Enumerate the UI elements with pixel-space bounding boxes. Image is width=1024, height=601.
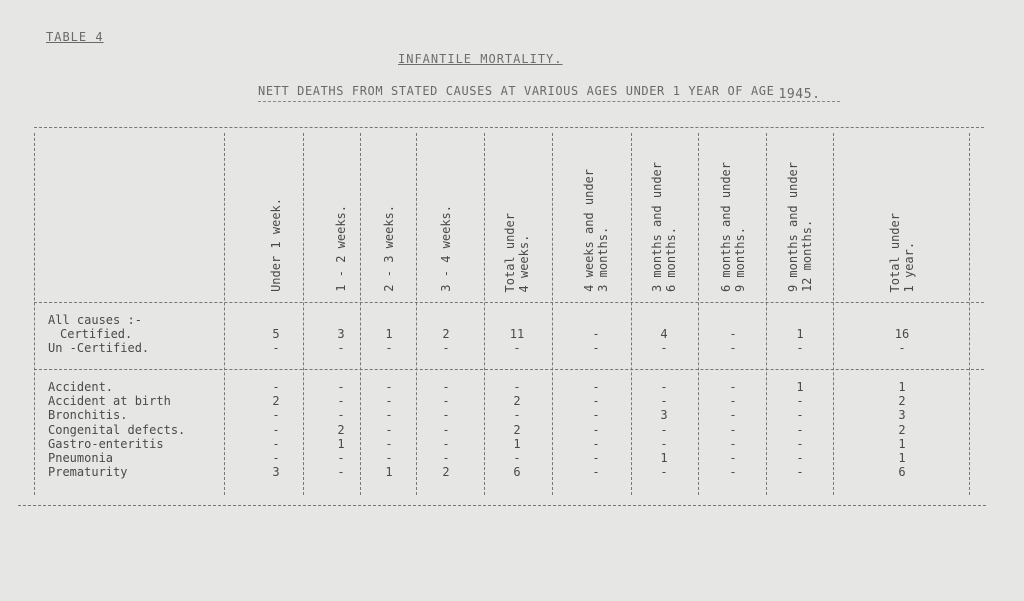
- table-cell: 1: [337, 437, 345, 451]
- table-cell: 1: [513, 437, 521, 451]
- table-cell: -: [796, 408, 804, 422]
- table-cell: -: [272, 423, 280, 437]
- table-cell: 1: [385, 327, 393, 341]
- column-divider: [303, 133, 304, 495]
- column-header-6: 4 weeks and under 3 months.: [582, 169, 610, 292]
- table-cell: -: [385, 394, 393, 408]
- table-cell: -: [385, 341, 393, 355]
- table-cell: -: [272, 341, 280, 355]
- table-top-rule: [34, 127, 984, 128]
- table-cell: -: [442, 451, 450, 465]
- table-cell: 1: [898, 451, 906, 465]
- table-cell: -: [592, 380, 600, 394]
- table-cell: 3: [898, 408, 906, 422]
- table-cell: -: [796, 423, 804, 437]
- table-cell: -: [729, 465, 737, 479]
- table-cell: -: [796, 394, 804, 408]
- column-header-7: 3 months and under 6 months.: [650, 161, 678, 292]
- table-bottom-rule: [18, 505, 986, 506]
- section-rule: [34, 369, 984, 370]
- header-bottom-rule: [34, 302, 984, 303]
- subtitle-rule: [258, 101, 840, 102]
- table-cell: -: [660, 465, 668, 479]
- table-cell: -: [660, 423, 668, 437]
- table-cell: -: [513, 451, 521, 465]
- table-cell: -: [660, 437, 668, 451]
- table-cell: 4: [660, 327, 668, 341]
- table-cell: -: [442, 437, 450, 451]
- column-divider: [416, 133, 417, 495]
- table-cell: -: [729, 380, 737, 394]
- table-cell: 5: [272, 327, 280, 341]
- table-cell: -: [592, 341, 600, 355]
- table-cell: -: [337, 341, 345, 355]
- document-title: INFANTILE MORTALITY.: [398, 52, 563, 66]
- table-cell: 3: [660, 408, 668, 422]
- table-cell: -: [592, 465, 600, 479]
- table-cell: -: [385, 451, 393, 465]
- table-cell: 2: [898, 423, 906, 437]
- table-cell: -: [729, 451, 737, 465]
- table-cell: -: [796, 341, 804, 355]
- table-cell: -: [660, 380, 668, 394]
- table-cell: -: [385, 380, 393, 394]
- table-cell: 6: [898, 465, 906, 479]
- row-label-5: Bronchitis.: [48, 408, 128, 422]
- table-cell: 11: [509, 327, 525, 341]
- column-divider: [34, 133, 35, 495]
- column-header-1: Under 1 week.: [269, 198, 283, 292]
- column-divider: [224, 133, 225, 495]
- subtitle-year: 1945.: [778, 87, 821, 102]
- table-cell: -: [442, 423, 450, 437]
- table-cell: -: [729, 341, 737, 355]
- column-divider: [833, 133, 834, 495]
- table-cell: 2: [442, 327, 450, 341]
- column-header-9: 9 months and under 12 months.: [786, 161, 814, 292]
- table-cell: 2: [272, 394, 280, 408]
- table-cell: 1: [385, 465, 393, 479]
- table-cell: -: [796, 451, 804, 465]
- table-cell: -: [796, 437, 804, 451]
- row-label-7: Gastro-enteritis: [48, 437, 164, 451]
- table-cell: 1: [898, 437, 906, 451]
- table-cell: 2: [337, 423, 345, 437]
- table-cell: 2: [898, 394, 906, 408]
- page-label: TABLE 4: [46, 30, 104, 44]
- table-cell: -: [337, 465, 345, 479]
- table-cell: -: [592, 408, 600, 422]
- table-cell: 3: [337, 327, 345, 341]
- table-cell: 3: [272, 465, 280, 479]
- table-cell: -: [796, 465, 804, 479]
- table-cell: -: [592, 437, 600, 451]
- table-cell: -: [513, 380, 521, 394]
- document-subtitle: [258, 84, 821, 102]
- column-divider: [484, 133, 485, 495]
- row-label-6: Congenital defects.: [48, 423, 186, 437]
- row-label-2: Un -Certified.: [48, 341, 150, 355]
- row-label-1: Certified.: [60, 327, 133, 341]
- table-cell: 2: [513, 423, 521, 437]
- column-divider: [969, 133, 970, 495]
- table-cell: 1: [796, 380, 804, 394]
- table-cell: -: [729, 408, 737, 422]
- table-cell: -: [592, 423, 600, 437]
- table-cell: -: [729, 394, 737, 408]
- column-header-4: 3 - 4 weeks.: [439, 205, 453, 292]
- table-cell: -: [729, 327, 737, 341]
- table-cell: -: [272, 451, 280, 465]
- row-label-8: Pneumonia: [48, 451, 114, 465]
- table-cell: -: [385, 423, 393, 437]
- table-cell: -: [898, 341, 906, 355]
- table-cell: -: [442, 380, 450, 394]
- table-cell: -: [385, 437, 393, 451]
- table-cell: 6: [513, 465, 521, 479]
- table-cell: -: [729, 423, 737, 437]
- column-divider: [698, 133, 699, 495]
- table-cell: -: [385, 408, 393, 422]
- group-heading: All causes :-: [48, 313, 142, 327]
- table-cell: -: [337, 451, 345, 465]
- table-cell: 16: [894, 327, 910, 341]
- column-header-2: 1 - 2 weeks.: [334, 205, 348, 292]
- table-cell: -: [513, 408, 521, 422]
- table-cell: -: [337, 394, 345, 408]
- table-cell: -: [442, 341, 450, 355]
- table-cell: -: [272, 437, 280, 451]
- column-divider: [552, 133, 553, 495]
- column-header-8: 6 months and under 9 months.: [719, 161, 747, 292]
- table-cell: -: [729, 437, 737, 451]
- table-cell: -: [660, 394, 668, 408]
- table-cell: -: [442, 394, 450, 408]
- table-cell: -: [337, 408, 345, 422]
- table-cell: -: [592, 327, 600, 341]
- column-divider: [631, 133, 632, 495]
- row-label-4: Accident at birth: [48, 394, 171, 408]
- table-cell: -: [442, 408, 450, 422]
- table-cell: -: [660, 341, 668, 355]
- table-cell: -: [272, 380, 280, 394]
- column-divider: [766, 133, 767, 495]
- table-cell: -: [592, 394, 600, 408]
- table-cell: 1: [660, 451, 668, 465]
- table-cell: 1: [898, 380, 906, 394]
- row-label-9: Prematurity: [48, 465, 128, 479]
- column-header-3: 2 - 3 weeks.: [382, 205, 396, 292]
- table-cell: 2: [513, 394, 521, 408]
- table-cell: 1: [796, 327, 804, 341]
- column-header-10: Total under 1 year.: [888, 212, 916, 292]
- table-cell: -: [272, 408, 280, 422]
- row-label-3: Accident.: [48, 380, 114, 394]
- table-cell: 2: [442, 465, 450, 479]
- column-header-5: Total under 4 weeks.: [503, 212, 531, 292]
- table-cell: -: [513, 341, 521, 355]
- table-cell: -: [337, 380, 345, 394]
- subtitle-text: NETT DEATHS FROM STATED CAUSES AT VARIOUS AGES UNDER 1 YEAR OF AGE: [258, 84, 775, 98]
- table-cell: -: [592, 451, 600, 465]
